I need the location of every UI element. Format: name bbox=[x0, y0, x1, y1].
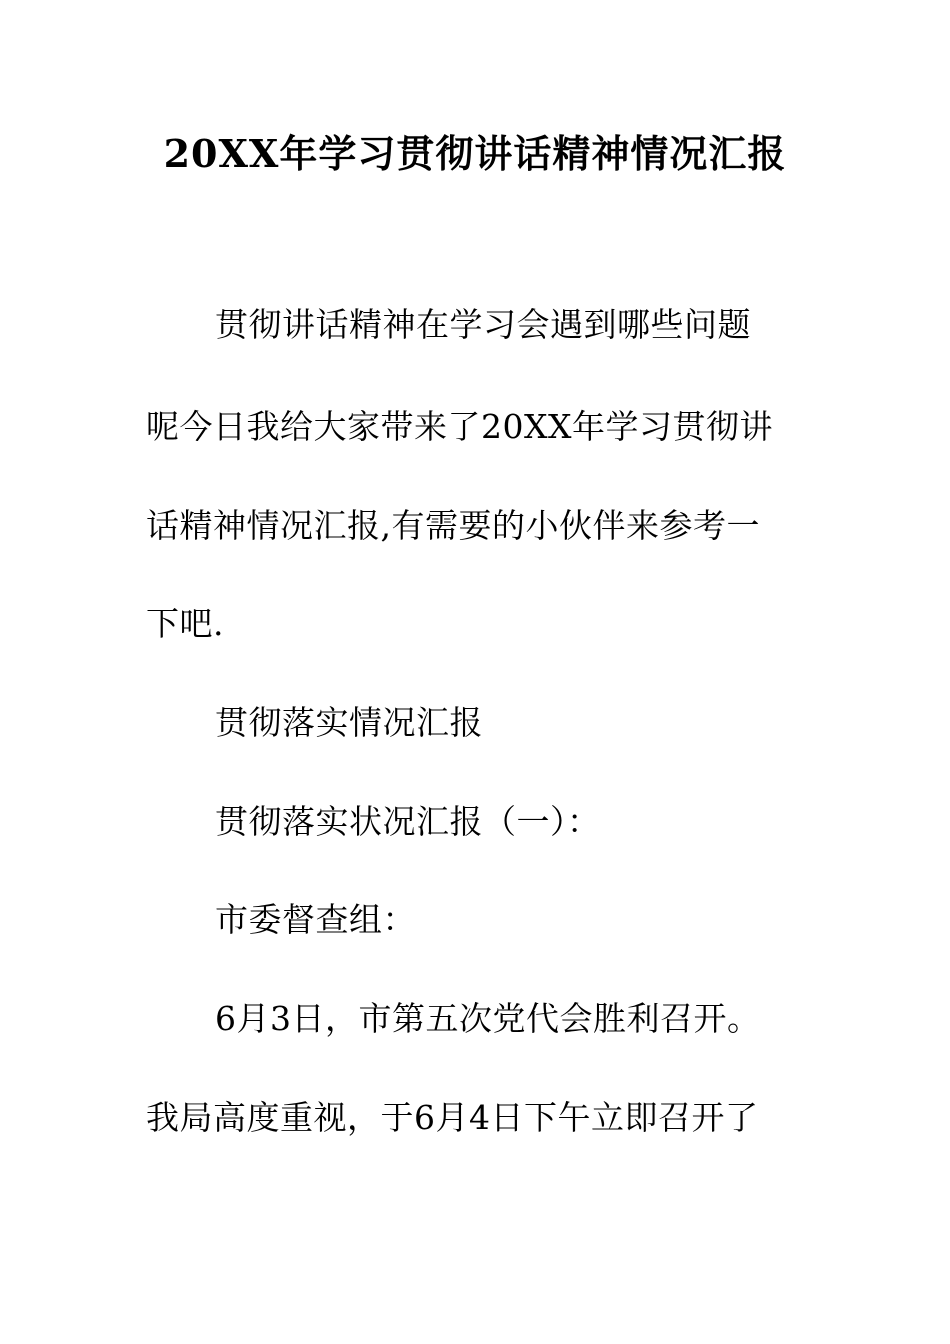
document-title: 20XX年学习贯彻讲话精神情况汇报 bbox=[163, 131, 787, 176]
paragraph-line: 贯彻讲话精神在学习会遇到哪些问题 bbox=[215, 305, 751, 344]
paragraph-line: 下吧. bbox=[146, 604, 224, 643]
paragraph-line: 6月3日，市第五次党代会胜利召开。 bbox=[215, 999, 761, 1038]
section-subheading: 贯彻落实状况汇报（一）： bbox=[215, 802, 601, 841]
paragraph-line: 话精神情况汇报,有需要的小伙伴来参考一 bbox=[146, 506, 760, 545]
paragraph-line: 我局高度重视，于6月4日下午立即召开了 bbox=[146, 1098, 759, 1137]
section-heading: 贯彻落实情况汇报 bbox=[215, 703, 483, 742]
paragraph-line: 呢今日我给大家带来了20XX年学习贯彻讲 bbox=[146, 407, 773, 446]
salutation: 市委督查组： bbox=[215, 900, 416, 939]
